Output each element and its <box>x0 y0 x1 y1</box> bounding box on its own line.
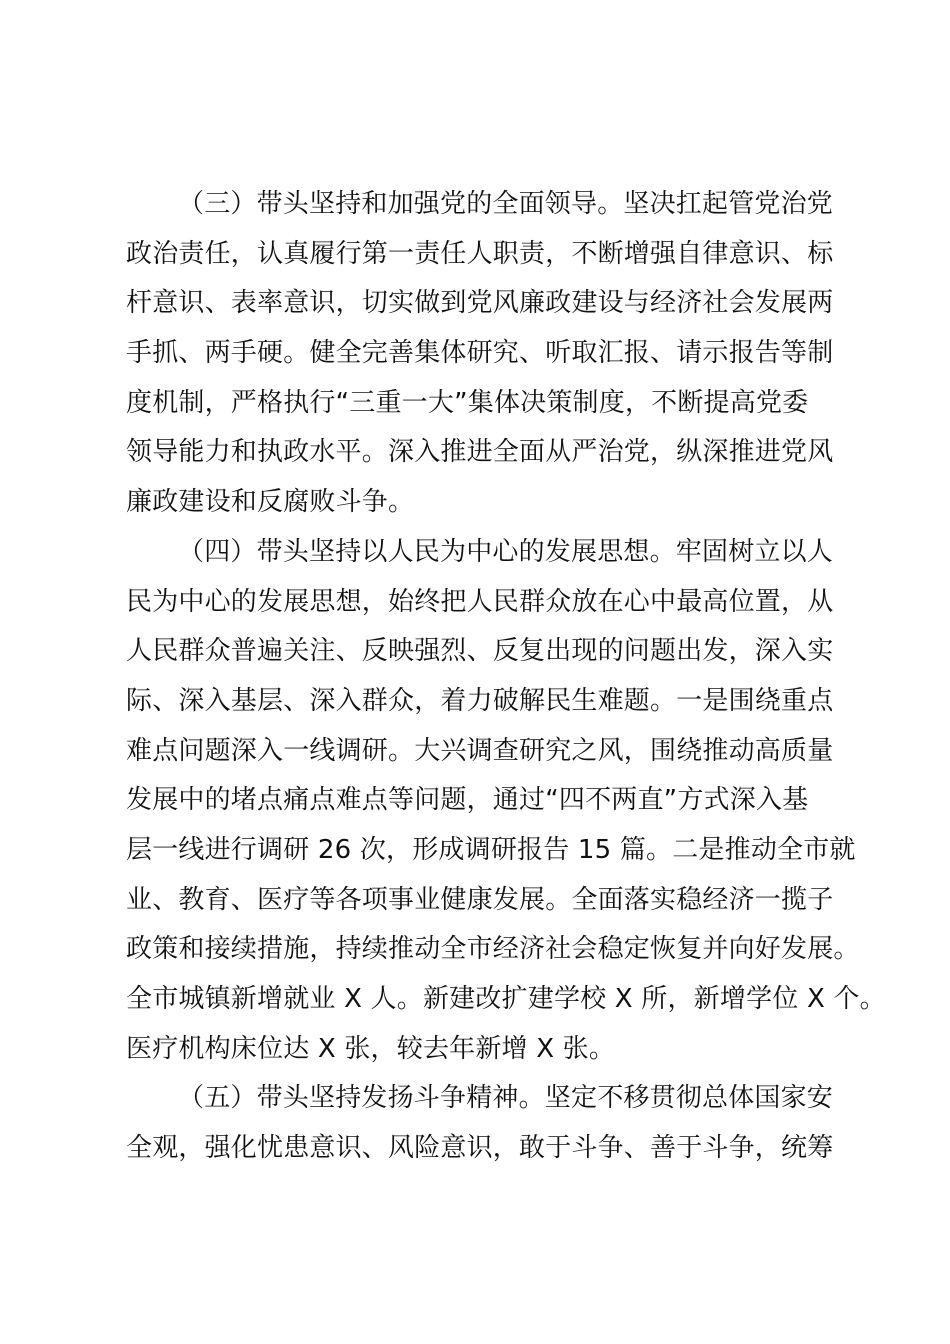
paragraph-line: 层一线进行调研 26 次，形成调研报告 15 篇。二是推动全市就 <box>126 834 856 865</box>
paragraph-line: 民为中心的发展思想，始终把人民群众放在心中最高位置，从 <box>126 586 834 617</box>
paragraph-5 <box>126 1074 846 1173</box>
paragraph-line: 领导能力和执政水平。深入推进全面从严治党，纵深推进党风 <box>126 437 834 468</box>
paragraph-line: 杆意识、表率意识，切实做到党风廉政建设与经济社会发展两 <box>126 288 834 319</box>
paragraph-line: （四）带头坚持以人民为中心的发展思想。牢固树立以人 <box>178 536 834 567</box>
paragraph-line: 廉政建设和反腐败斗争。 <box>126 487 415 518</box>
paragraph-line: 政策和接续措施，持续推动全市经济社会稳定恢复并向好发展。 <box>126 934 860 965</box>
paragraph-line: 难点问题深入一线调研。大兴调查研究之风，围绕推动高质量 <box>126 735 834 766</box>
paragraph-line: 际、深入基层、深入群众，着力破解民生难题。一是围绕重点 <box>126 685 834 716</box>
paragraph-4 <box>126 528 886 1075</box>
paragraph-line: （五）带头坚持发扬斗争精神。坚定不移贯彻总体国家安 <box>178 1083 834 1114</box>
paragraph-line: 发展中的堵点痛点难点等问题，通过“四不两直”方式深入基 <box>126 785 809 816</box>
paragraph-line: 手抓、两手硬。健全完善集体研究、听取汇报、请示报告等制 <box>126 338 834 369</box>
paragraph-line: 医疗机构床位达 X 张，较去年新增 X 张。 <box>126 1033 616 1064</box>
paragraph-line: 全观，强化忧患意识、风险意识，敢于斗争、善于斗争，统筹 <box>126 1133 834 1164</box>
paragraph-line: （三）带头坚持和加强党的全面领导。坚决扛起管党治党 <box>178 189 834 219</box>
paragraph-3 <box>126 180 846 528</box>
paragraph-line: 度机制，严格执行“三重一大”集体决策制度，不断提高党委 <box>126 387 809 418</box>
paragraph-line: 全市城镇新增就业 X 人。新建改扩建学校 X 所，新增学位 X 个。 <box>126 984 886 1014</box>
paragraph-line: 业、教育、医疗等各项事业健康发展。全面落实稳经济一揽子 <box>126 884 834 915</box>
document-body <box>126 180 886 1174</box>
paragraph-line: 政治责任，认真履行第一责任人职责，不断增强自律意识、标 <box>126 238 834 269</box>
paragraph-line: 人民群众普遍关注、反映强烈、反复出现的问题出发，深入实 <box>126 636 834 667</box>
